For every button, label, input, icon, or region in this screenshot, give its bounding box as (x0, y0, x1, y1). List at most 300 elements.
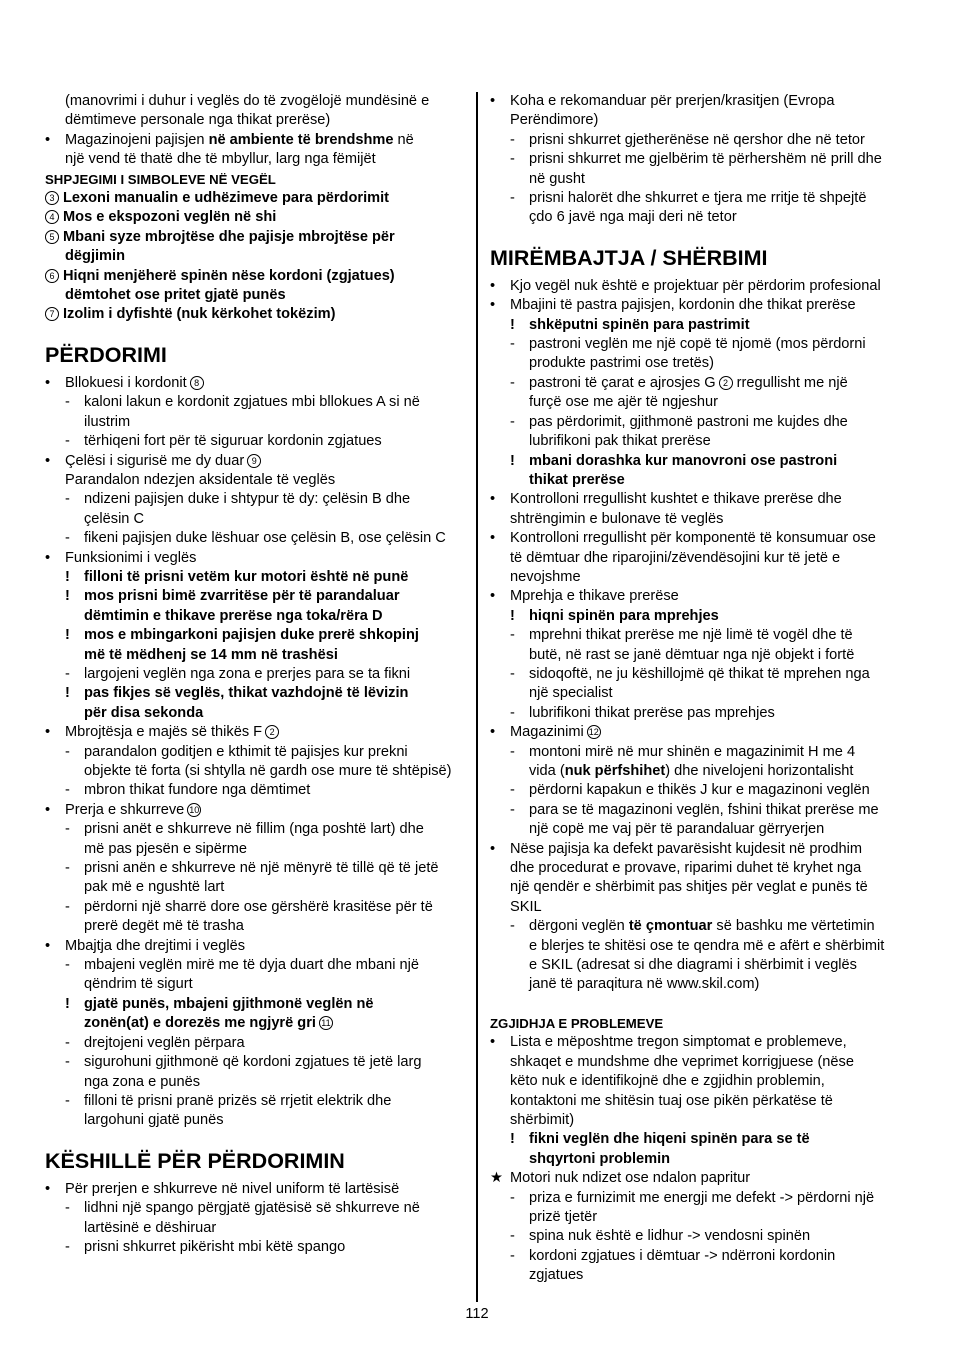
text-run: nuk përfshihet (564, 763, 666, 779)
line-text: më pas pjesën e sipërme (84, 840, 248, 857)
text-line (45, 150, 467, 169)
dash-marker: - (510, 627, 515, 644)
line-text: Mos e ekspozoni veglën në shi (63, 209, 277, 226)
line-text: thikat prerëse (529, 471, 625, 488)
line-text: dëmtimin e thikave prerëse nga toka/rëra D (84, 607, 383, 624)
warning-marker: ! (510, 316, 515, 333)
text-line (45, 975, 467, 994)
text-line (45, 743, 467, 762)
line-text: montoni mirë në mur shinën e magazinimit H me 4 (529, 743, 856, 760)
text-line (45, 801, 467, 820)
text-line (45, 208, 467, 227)
line-text: lidhni një spango përgjatë gjatësisë së shkurreve në (84, 1200, 420, 1217)
bullet-marker: • (45, 374, 51, 391)
text-line (490, 723, 912, 742)
line-text: Motori nuk ndizet ose ndalon papritur (510, 1170, 751, 1187)
text-line (490, 568, 912, 587)
text-line (45, 587, 467, 606)
text-line (45, 917, 467, 936)
text-line (490, 131, 912, 150)
text-line (490, 762, 912, 781)
symbol-number-badge: 5 (45, 230, 59, 244)
line-text: pas fikjes së veglës, thikat vazhdojnë të lëvizin (84, 685, 409, 702)
line-text: Kontrolloni rregullisht kushtet e thikave prerëse dhe (510, 491, 842, 508)
line-text: Lista e mëposhtme tregon simptomat e problemeve, (510, 1034, 847, 1051)
dash-marker: - (65, 860, 70, 877)
line-text: mbajeni veglën mirë me të dyja duart dhe mbani një (84, 957, 420, 974)
text-line (45, 626, 467, 645)
text-line (45, 1111, 467, 1130)
text-line (45, 549, 467, 568)
line-text: për disa sekonda (84, 704, 204, 721)
line-text: filloni të prisni vetëm kur motori është në punë (84, 568, 409, 585)
text-line (490, 1227, 912, 1246)
line-text: dëmtohet ose pritet gjatë punës (65, 287, 286, 304)
line-text: fikeni pajisjen duke lëshuar ose çelësin B, ose çelësin C (84, 530, 446, 547)
text-line (45, 956, 467, 975)
text-line (45, 1238, 467, 1257)
right-column (490, 92, 912, 1286)
line-text: Mbrojtësja e majës së thikës F (65, 724, 263, 741)
dash-marker: - (510, 918, 515, 935)
dash-marker: - (510, 743, 515, 760)
text-line (45, 840, 467, 859)
bullet-marker: • (45, 452, 51, 469)
text-run: ) dhe nivelojeni horizontalisht (665, 763, 854, 779)
line-text: furçë ose me ajër të ngjeshur (529, 394, 719, 411)
subheading: ZGJIDHJA E PROBLEMEVE (490, 1015, 664, 1031)
text-line (45, 1199, 467, 1218)
text-line (45, 413, 467, 432)
line-text: mos e mbingarkoni pajisjen duke prerë shkopinj (84, 627, 419, 644)
text-line (490, 277, 912, 296)
figure-reference-badge: 2 (719, 376, 733, 390)
line-text: një vend të thatë dhe të mbyllur, larg nga fëmijët (65, 151, 376, 168)
bullet-marker: • (490, 588, 496, 605)
text-line (45, 267, 467, 286)
bullet-marker: • (45, 801, 51, 818)
line-text: prerë degët më të trasha (84, 918, 244, 935)
text-line (45, 228, 467, 247)
text-line (490, 296, 912, 315)
line-text: largojeni veglën nga zona e prerjes para se ta fikni (84, 665, 411, 682)
text-line (490, 413, 912, 432)
text-line (490, 374, 912, 393)
figure-reference-badge: 8 (190, 376, 204, 390)
dash-marker: - (65, 1092, 70, 1109)
bullet-marker: • (45, 724, 51, 741)
dash-marker: - (510, 704, 515, 721)
text-run: vida ( (529, 763, 565, 779)
text-line (490, 1111, 912, 1130)
text-line (45, 131, 467, 150)
line-text: Parandalon ndezjen aksidentale të veglës (65, 471, 336, 488)
line-text: shtrëngimin e bulonave të veglës (510, 510, 724, 527)
line-text: ndizeni pajisjen duke i shtypur të dy: çelësin B dhe (84, 491, 411, 508)
line-text: priza e furnizimit me energji me defekt -> përdorni një (529, 1189, 875, 1206)
text-line (45, 111, 467, 130)
line-text: Lexoni manualin e udhëzimeve para përdorimit (63, 190, 390, 207)
line-text: largohuni gjatë punës (84, 1112, 224, 1129)
line-text: prisni anët e shkurreve në fillim (nga poshtë lart) dhe (84, 821, 424, 838)
line-text: në gusht (529, 170, 585, 187)
line-text: prisni shkurret pikërisht mbi këtë spango (84, 1238, 346, 1255)
text-line (45, 452, 467, 471)
line-text: prisni halorët dhe shkurret e tjera me rritje të shpejtë (529, 190, 867, 207)
subheading: SHPJEGIMI I SIMBOLEVE NË VEGËL (45, 171, 276, 187)
line-text: gjatë punës, mbajeni gjithmonë veglën në (84, 995, 374, 1012)
text-line (45, 1014, 467, 1033)
text-line (45, 247, 467, 266)
line-text: drejtojeni veglën përpara (84, 1034, 245, 1051)
text-line (490, 801, 912, 820)
text-line (45, 510, 467, 529)
text-line (45, 189, 467, 208)
line-text: mprehni thikat prerëse me një limë të vogël dhe të (529, 627, 853, 644)
line-text: përdorni kapakun e thikës J kur e magazinoni veglën (529, 782, 870, 799)
text-line (45, 1034, 467, 1053)
line-text: rregullisht me një (732, 374, 848, 391)
line-text: dhe procedurat e provave, riparimi duhet të kryhet nga (510, 860, 862, 877)
star-marker: ★ (490, 1170, 504, 1187)
line-text: mbani dorashka kur manovroni ose pastroni (529, 452, 838, 469)
line-text: butë, në rast se janë dëmtuar nga një objekt i fortë (529, 646, 855, 663)
line-text: prisni shkurret me gjelbërim të përhershëm në prill dhe (529, 151, 882, 168)
text-run: të çmontuar (628, 918, 713, 935)
text-line (45, 568, 467, 587)
line-text: Funksionimi i veglës (65, 549, 197, 566)
dash-marker: - (510, 1247, 515, 1264)
section-heading: MIRËMBAJTJA / SHËRBIMI (490, 245, 768, 270)
line-text: sigurohuni gjithmonë që kordoni zgjatues të jetë larg (84, 1054, 422, 1071)
line-text: qëndrim të sigurt (84, 976, 193, 993)
line-text: një qendër e shërbimit pas shitjes për veglat e punës të (510, 879, 868, 896)
text-line (45, 305, 467, 324)
text-line (45, 1219, 467, 1238)
line-text: çelësin C (84, 510, 145, 527)
line-text: çdo 6 javë nga maji deri në tetor (529, 209, 737, 226)
text-line (45, 878, 467, 897)
text-line (490, 549, 912, 568)
line-text: shkëputni spinën para pastrimit (529, 316, 750, 333)
text-line (490, 859, 912, 878)
text-line (490, 975, 912, 994)
line-text: shqyrtoni problemin (529, 1150, 671, 1167)
line-text: Hiqni menjëherë spinën nëse kordoni (zgjatues) (63, 267, 395, 284)
bullet-marker: • (45, 549, 51, 566)
section-heading: KËSHILLË PËR PËRDORIMIN (45, 1148, 345, 1173)
dash-marker: - (510, 665, 515, 682)
line-text: nevojshme (510, 568, 581, 585)
line-text: më të mëdhenj se 14 mm në trashësi (84, 646, 338, 663)
page-number: 112 (465, 1306, 489, 1322)
line-text: Për prerjen e shkurreve në nivel uniform të lartësisë (65, 1180, 400, 1197)
text-line (490, 937, 912, 956)
line-text: një specialist (529, 685, 613, 702)
text-line (45, 859, 467, 878)
dash-marker: - (510, 336, 515, 353)
symbol-number-badge: 3 (45, 191, 59, 205)
dash-marker: - (65, 433, 70, 450)
bullet-marker: • (490, 93, 496, 109)
line-text: pak më e ngushtë lart (84, 879, 225, 896)
line-text: të dëmtuar dhe riparojini/zëvendësojini kur të jetë e (510, 549, 841, 566)
text-line (45, 665, 467, 684)
dash-marker: - (510, 1228, 515, 1245)
symbol-number-badge: 4 (45, 210, 59, 224)
line-text: Mbani syze mbrojtëse dhe pajisje mbrojtëse për (63, 228, 395, 245)
text-line (45, 781, 467, 800)
dash-marker: - (510, 801, 515, 818)
text-line (490, 1072, 912, 1091)
bullet-marker: • (490, 491, 496, 508)
line-text: Mbajtja dhe drejtimi i veglës (65, 937, 246, 954)
bullet-marker: • (45, 1180, 51, 1197)
text-line (490, 743, 912, 762)
line-text: Kontrolloni rregullisht për komponentë të konsumuar ose (510, 530, 876, 547)
warning-marker: ! (65, 995, 70, 1012)
text-line (490, 335, 912, 354)
text-line (490, 820, 912, 839)
dash-marker: - (65, 898, 70, 915)
dash-marker: - (510, 190, 515, 207)
text-line (45, 704, 467, 723)
text-line (490, 510, 912, 529)
dash-marker: - (65, 491, 70, 508)
text-line (45, 723, 467, 742)
text-line (45, 762, 467, 781)
line-text: produkte pastrimi ose tretës) (529, 355, 714, 372)
text-line (490, 781, 912, 800)
text-line (45, 820, 467, 839)
line-text: pastroni veglën me një copë të njomë (mos përdorni (529, 336, 866, 353)
text-line (490, 529, 912, 548)
line-text: një copë me vaj për të parandaluar gërryerjen (529, 821, 825, 838)
line-text: parandalon goditjen e kthimit të pajisjes kur prekni (84, 743, 408, 760)
text-line (490, 956, 912, 975)
warning-marker: ! (510, 607, 515, 624)
warning-marker: ! (65, 627, 70, 644)
dash-marker: - (510, 1189, 515, 1206)
text-line (490, 1053, 912, 1072)
text-line (490, 452, 912, 471)
text-line (490, 208, 912, 227)
line-text: dëmtimeve personale nga thikat prerëse) (65, 112, 331, 129)
dash-marker: - (65, 821, 70, 838)
symbol-number-badge: 6 (45, 269, 59, 283)
figure-reference-badge: 9 (247, 454, 261, 468)
line-text: pas përdorimit, gjithmonë pastroni me kujdes dhe (529, 413, 848, 430)
warning-marker: ! (510, 452, 515, 469)
dash-marker: - (510, 374, 515, 391)
left-column (45, 92, 467, 1257)
line-text: kaloni lakun e kordonit zgjatues mbi bllokues A si në (84, 394, 420, 411)
line-text: Izolim i dyfishtë (nuk kërkohet tokëzim) (63, 306, 336, 323)
text-line (45, 898, 467, 917)
line-text: fikni veglën dhe hiqeni spinën para se të (529, 1131, 810, 1148)
line-text: e blerjes te shitësi ose te qendra më e afërt e shërbimit (529, 937, 885, 954)
bullet-marker: • (490, 840, 496, 857)
line-text: Mbajini të pastra pajisjen, kordonin dhe thikat prerëse (510, 297, 856, 314)
text-line (45, 1180, 467, 1199)
dash-marker: - (65, 1054, 70, 1071)
text-line (490, 1208, 912, 1227)
text-line (45, 374, 467, 393)
text-line (490, 587, 912, 606)
line-text: para se të magazinoni veglën, fshini thikat prerëse me (529, 801, 879, 818)
dash-marker: - (510, 151, 515, 168)
text-line (490, 316, 912, 335)
text-line (490, 1266, 912, 1285)
bullet-marker: • (490, 1034, 496, 1051)
line-text: Kjo vegël nuk është e projektuar për përdorim profesional (510, 277, 881, 294)
line-text: shkaqet e mundshme dhe veprimet korrigjuese (nëse (510, 1053, 854, 1070)
text-line (490, 607, 912, 626)
symbol-number-badge: 7 (45, 307, 59, 321)
dash-marker: - (65, 665, 70, 682)
text-line (490, 1247, 912, 1266)
bullet-marker: • (45, 131, 51, 148)
bullet-marker: • (45, 937, 51, 954)
text-line (490, 1092, 912, 1111)
line-text: tërhiqeni fort për të siguruar kordonin zgjatues (84, 433, 382, 450)
line-text: Koha e rekomanduar për prerjen/krasitjen (Evropa (510, 93, 835, 109)
text-line (490, 684, 912, 703)
bullet-marker: • (490, 724, 496, 741)
line-text: SKIL (510, 898, 542, 915)
line-text: prisni shkurret gjetherënëse në qershor dhe në tetor (529, 131, 865, 148)
bullet-marker: • (490, 530, 496, 547)
figure-reference-badge: 2 (265, 725, 279, 739)
spacer (490, 995, 912, 1014)
line-text: kordoni zgjatues i dëmtuar -> ndërroni kordonin (529, 1247, 836, 1264)
line-text: mos prisni bimë zvarritëse për të parandaluar (84, 588, 400, 605)
text-line (45, 1092, 467, 1111)
text-run: Magazinojeni pajisjen (65, 131, 209, 148)
line-text: dëgjimin (65, 248, 125, 265)
warning-marker: ! (65, 588, 70, 605)
text-run: në (393, 131, 414, 148)
text-line (45, 1073, 467, 1092)
text-line (490, 878, 912, 897)
line-text: filloni të prisni pranë prizës së rrjetit elektrik dhe (84, 1092, 392, 1109)
line-text: shërbimit) (510, 1111, 575, 1128)
dash-marker: - (65, 743, 70, 760)
text-line (490, 92, 912, 111)
text-line (490, 1189, 912, 1208)
line-text: janë të paraqitura në www.skil.com) (529, 976, 760, 993)
text-line (45, 607, 467, 626)
line-text: objekte të forta (si shtylla në gardh ose mure të shtëpisë) (84, 763, 452, 779)
text-line (490, 626, 912, 645)
text-line (490, 898, 912, 917)
text-run: së bashku me vërtetimin (712, 918, 875, 935)
dash-marker: - (510, 782, 515, 799)
text-line (490, 393, 912, 412)
figure-reference-badge: 12 (588, 727, 599, 738)
text-line (490, 1130, 912, 1149)
text-line (45, 490, 467, 509)
dash-marker: - (65, 782, 70, 799)
line-text: e SKIL (adresat si dhe diagrami i shërbimit i veglës (529, 957, 857, 974)
text-line (490, 111, 912, 130)
line-text: nga zona e punës (84, 1073, 201, 1090)
line-text: Prerja e shkurreve (65, 801, 185, 818)
text-line (45, 432, 467, 451)
text-line (45, 92, 467, 111)
text-line (45, 286, 467, 305)
column-divider (476, 92, 478, 1302)
line-text: ilustrim (84, 413, 131, 430)
line-text: Bllokuesi i kordonit (65, 374, 187, 391)
dash-marker: - (65, 1200, 70, 1217)
figure-reference-badge: 10 (189, 804, 200, 815)
warning-marker: ! (510, 1131, 515, 1148)
section-heading: PËRDORIMI (45, 342, 167, 367)
line-text: prisni anën e shkurreve në një mënyrë të tillë që të jetë (84, 860, 439, 877)
bullet-marker: • (490, 297, 496, 314)
text-run: në ambiente të brendshme (208, 131, 394, 148)
line-text: kontaktoni me shitësin tuaj ose pikën përkatëse të (510, 1092, 833, 1109)
line-text: Nëse pajisja ka defekt pavarësisht kujdesit në prodhim (510, 840, 863, 857)
text-line (45, 646, 467, 665)
line-text: Perëndimore) (510, 112, 599, 129)
text-line (490, 150, 912, 169)
text-line (45, 684, 467, 703)
text-line (45, 529, 467, 548)
line-text: Mprehja e thikave prerëse (510, 588, 679, 605)
text-line (490, 432, 912, 451)
text-line (490, 1033, 912, 1052)
line-text: lartësinë e dëshiruar (84, 1219, 217, 1236)
text-line (490, 170, 912, 189)
figure-reference-badge: 11 (319, 1016, 333, 1030)
text-line (490, 1150, 912, 1169)
line-text: (manovrimi i duhur i veglës do të zvogëlojë mundësinë e (65, 93, 430, 109)
text-line (490, 840, 912, 859)
dash-marker: - (510, 413, 515, 430)
text-line (490, 471, 912, 490)
dash-marker: - (65, 957, 70, 974)
line-text: spina nuk është e lidhur -> vendosni spinën (529, 1228, 811, 1245)
bullet-marker: • (490, 277, 496, 294)
line-text: pastroni të çarat e ajrosjes G (529, 374, 716, 391)
line-text: Çelësi i sigurisë me dy duar (65, 452, 245, 469)
text-line (490, 704, 912, 723)
line-text: mbron thikat fundore nga dëmtimet (84, 782, 311, 799)
line-text: këto nuk e identifikojnë dhe e zgjidhin problemin, (510, 1073, 825, 1090)
text-line (490, 354, 912, 373)
dash-marker: - (65, 530, 70, 547)
text-line (45, 1053, 467, 1072)
dash-marker: - (65, 1238, 70, 1255)
warning-marker: ! (65, 568, 70, 585)
line-text: lubrifikoni thikat prerëse pas mprehjes (529, 704, 775, 721)
text-run: dërgoni veglën (529, 918, 629, 935)
text-line (45, 393, 467, 412)
line-text: Magazinimi (510, 724, 584, 741)
dash-marker: - (65, 394, 70, 411)
text-line (45, 471, 467, 490)
text-line (490, 189, 912, 208)
dash-marker: - (510, 131, 515, 148)
text-line (490, 917, 912, 936)
warning-marker: ! (65, 685, 70, 702)
dash-marker: - (65, 1034, 70, 1051)
line-text: hiqni spinën para mprehjes (529, 607, 719, 624)
line-text: zgjatues (529, 1267, 584, 1284)
line-text: përdorni një sharrë dore ose gërshërë krasitëse për të (84, 898, 433, 915)
